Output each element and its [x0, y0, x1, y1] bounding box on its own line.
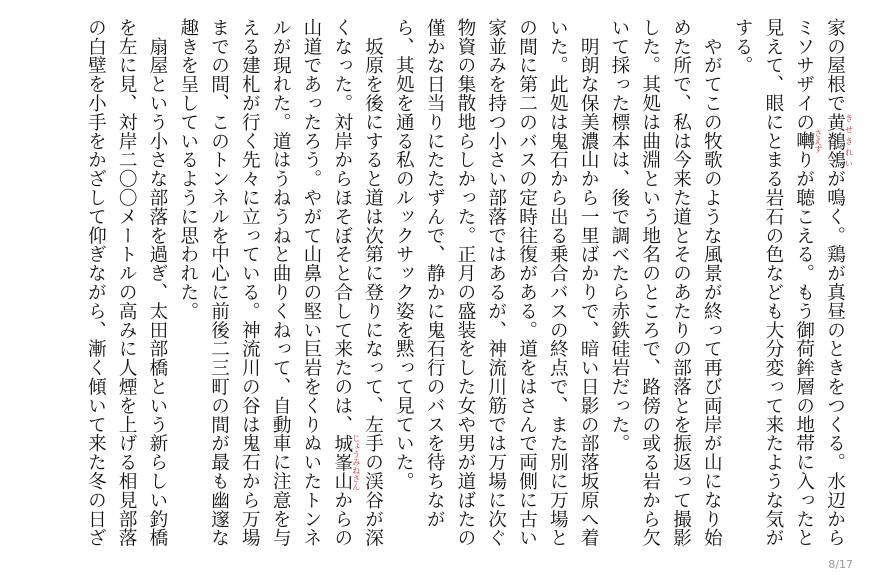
ruby-annotation: [331, 433, 361, 491]
ruby-reading: じょうみねさん: [351, 433, 361, 491]
paragraph: [80, 18, 172, 560]
text-segment: りが聴こえる。もう御荷鉾層の地帯に入ったと見えて、眼にとまる岩石の色なども大分変って来たような気がする。: [732, 18, 815, 548]
text-segment: が鳴く。鶏が真昼のときをつくる。水辺からミソサザイの: [793, 18, 846, 548]
ruby-reading: さえず: [813, 128, 823, 153]
ruby-base: 城峯山: [331, 433, 353, 491]
text-segment: 明朗な保美濃山から一里ばかりで、暗い日影の部落坂原へ着いた。此処は鬼石から出る乗合バスの終点で、また別に万場との間に第二のバスの定時往復がある。道をはさんで両側に古い家並みを持つ小さい部落ではあるが、神流川筋では万場に次ぐ物資の集散地らしかった。正月の盛装をした女や男が道ばたの僅かな日当りにたたずんで、静かに鬼石行のバスを待ちながら、其処を通る私のルックサック姿を黙って見ていた。: [393, 18, 600, 548]
ruby-annotation: [793, 128, 823, 153]
ruby-annotation: [824, 112, 853, 170]
paragraph: [172, 18, 388, 560]
ruby-base: 黄鶺鴒: [824, 112, 846, 170]
ruby-base: 囀: [793, 128, 815, 153]
paragraph: [603, 18, 726, 560]
ruby-reading: きせきれい: [844, 112, 853, 170]
text-segment: やがてこの牧歌のような風景が終って再び両岸が山になり始めた所で、私は今来た道とそのあたりの部落とを振返って撮影した。其処は曲淵という地名のところで、路傍の或る岩から欠いて採った標本は、後で調べたら赤鉄硅岩だった。: [608, 18, 723, 548]
text-segment: 坂原を後にすると道は次第に登りになって、左手の渓谷が深くなった。対岸からほそぼそと合して来たのは、: [331, 18, 384, 548]
text-segment: 家の屋根で: [824, 18, 846, 113]
paragraph: [388, 18, 604, 560]
vertical-text-body: [13, 18, 853, 560]
page-indicator: 8/17: [828, 558, 853, 571]
text-segment: からの山道であったろう。やがて山鼻の堅い巨岩をくりぬいたトンネルが現れた。道はうねうねと曲りくねって、自動車に注意を与える建札が行く先々に立っている。神流川の谷は鬼石から万場までの間、このトンネルを中心に前後二三町の間が最も幽邃な趣きを呈しているように思われた。: [177, 18, 353, 548]
paragraph: [726, 18, 853, 560]
text-segment: 扇屋という小さな部落を過ぎ、太田部橋という新らしい釣橋を左に見、対岸二〇〇メートルの高みに人煙を上げる相見部落の白壁を小手をかざして仰ぎながら、漸く傾いて来た冬の日ざ: [85, 18, 168, 548]
